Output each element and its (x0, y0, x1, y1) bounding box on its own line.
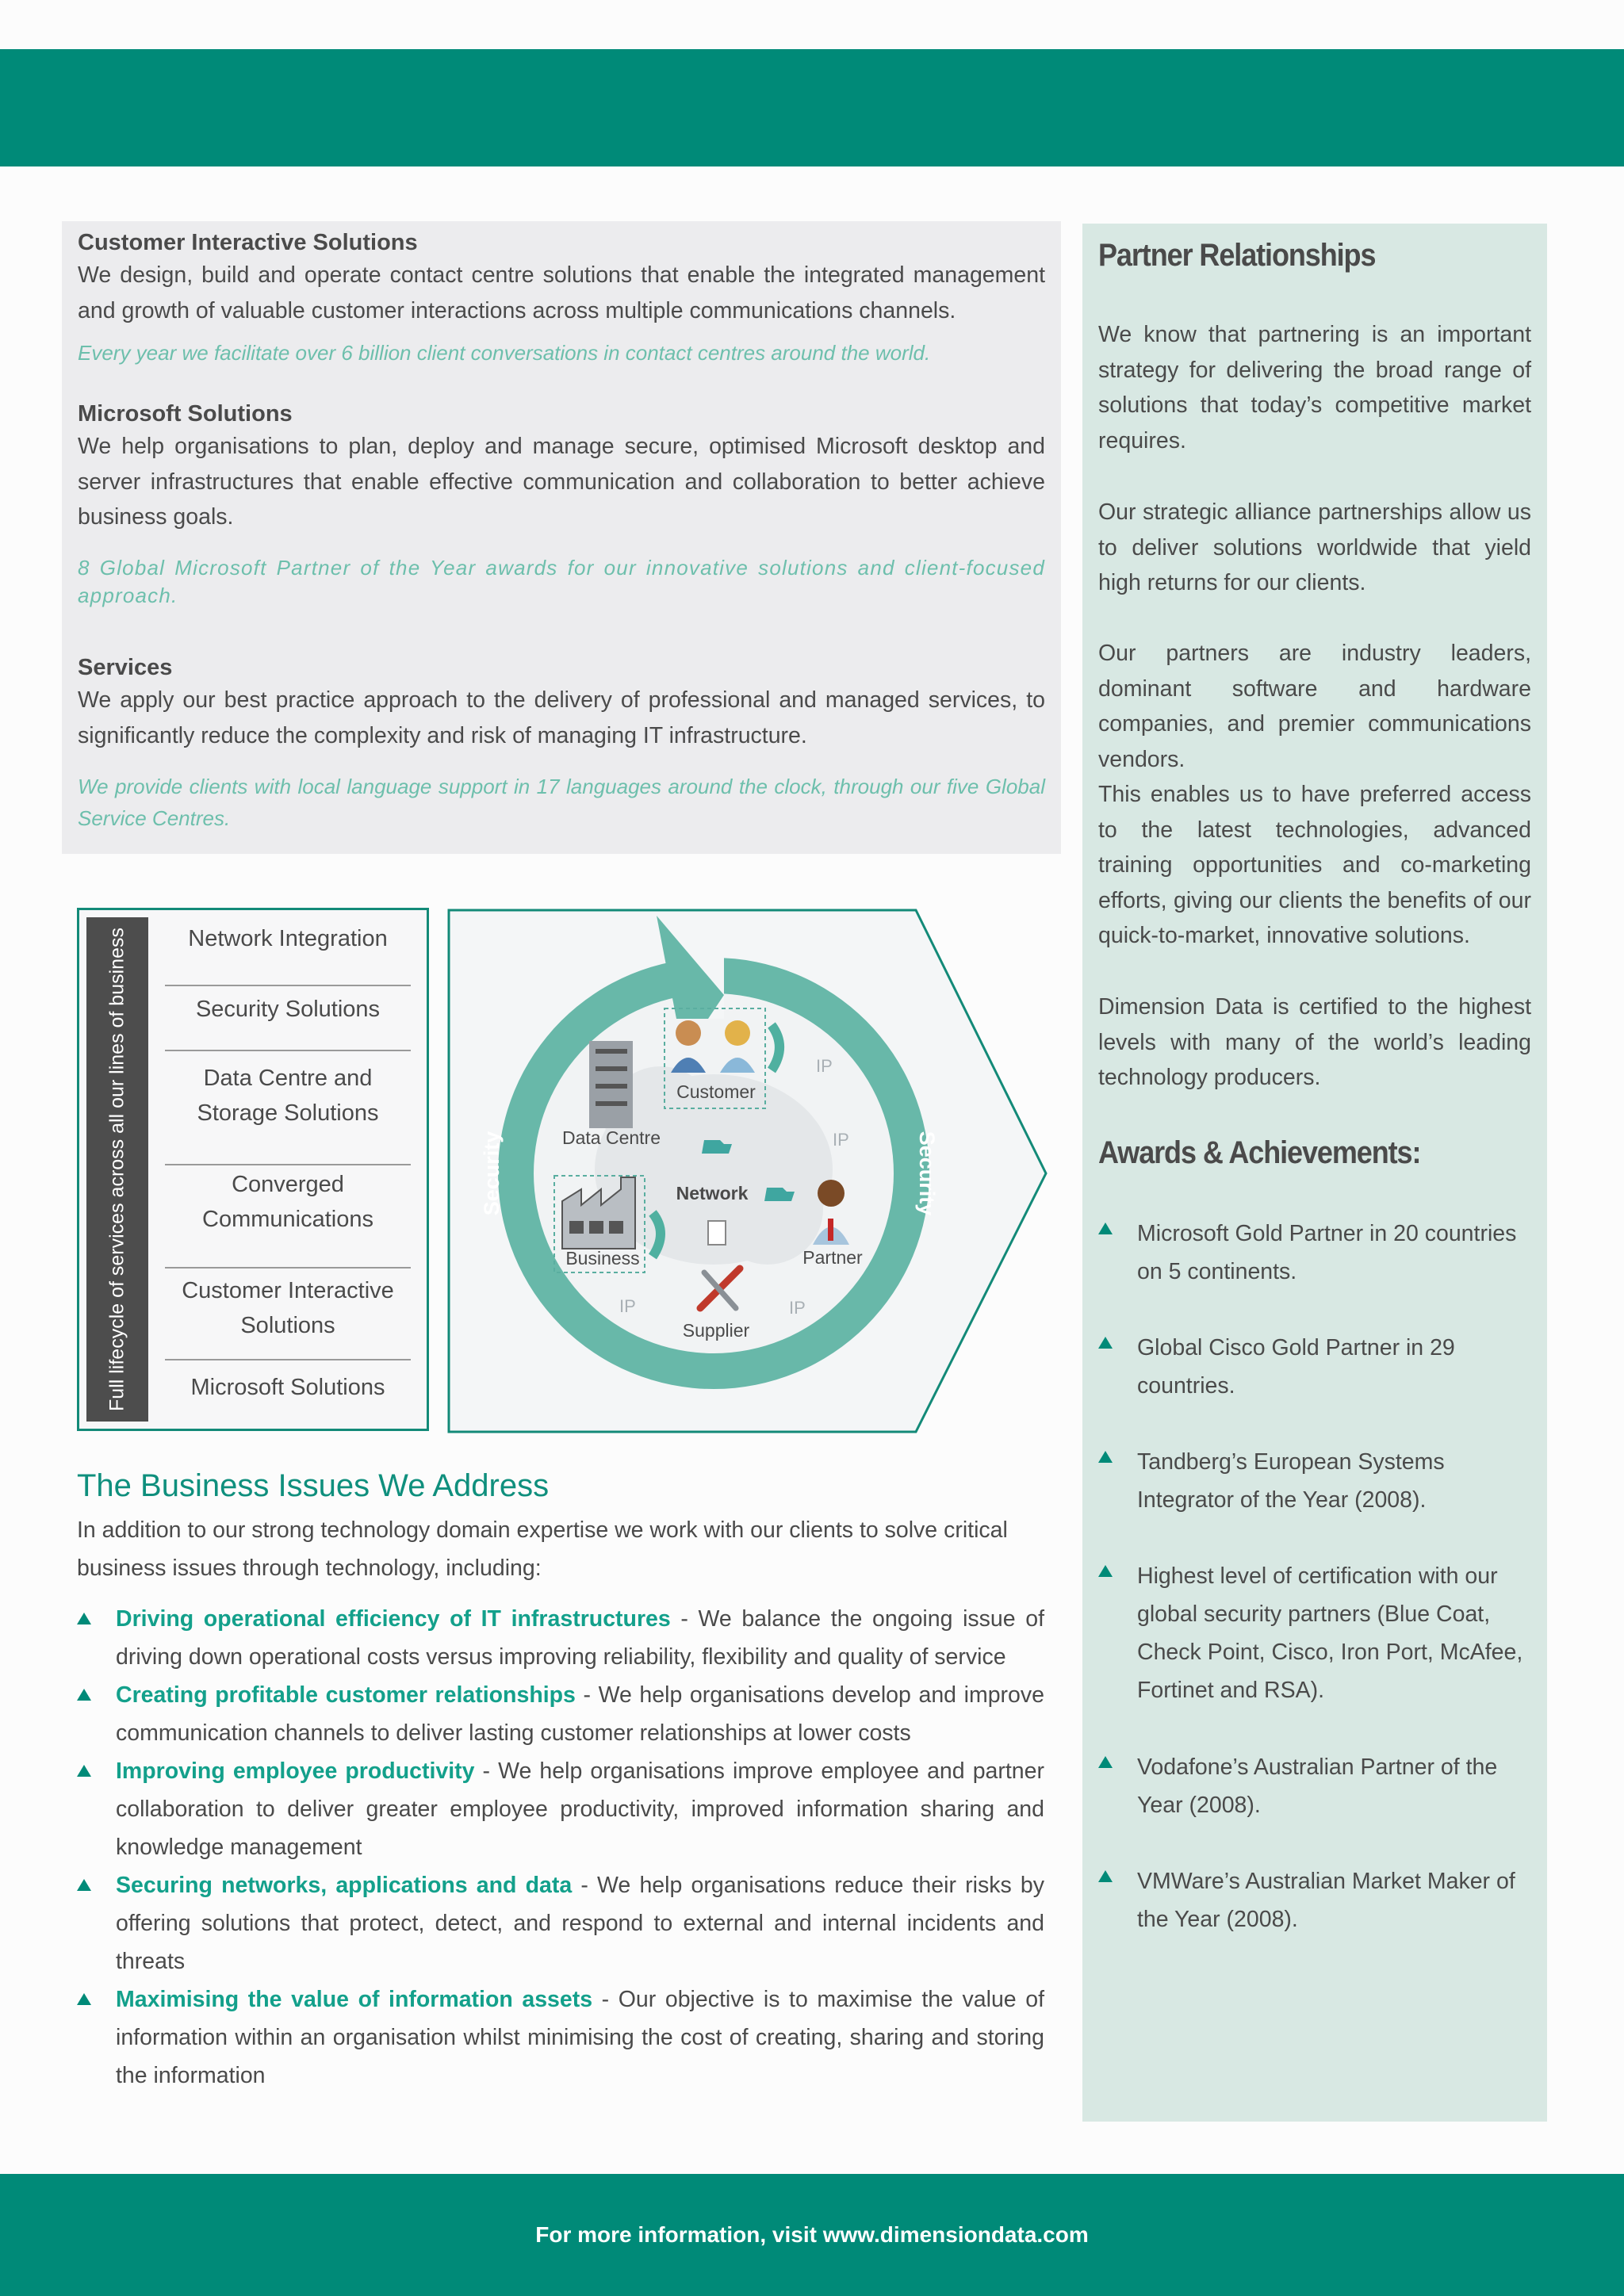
footer-band (0, 2174, 1624, 2296)
solution-title: Customer Interactive Solutions (78, 230, 418, 255)
partner-paragraph: Our strategic alliance partnerships allow us to deliver solutions worldwide that yield high returns for our clients. (1098, 499, 1531, 595)
solution-title: Microsoft Solutions (78, 401, 293, 427)
award-item (1098, 1443, 1531, 1519)
line-item-converged: Converged Communications (202, 1172, 373, 1232)
issue-lead: Securing networks, applications and data (116, 1873, 573, 1898)
solution-body: We design, build and operate contact centre solutions that enable the integrated management and growth of valuable customer interactions across multiple communications channels. (78, 262, 1045, 323)
award-text: Global Cisco Gold Partner in 29 countries. (1137, 1335, 1455, 1399)
server-icon (589, 1041, 633, 1128)
solution-body: We help organisations to plan, deploy and manage secure, optimised Microsoft desktop and server infrastructures that enable effective communication and collaboration to better achieve business goals. (78, 434, 1045, 530)
award-item (1098, 1748, 1531, 1824)
issue-lead: Driving operational efficiency of IT infrastructures (116, 1606, 671, 1632)
header-band (0, 49, 1624, 166)
bullet-triangle-icon (77, 1765, 91, 1777)
partner-paragraph: Dimension Data is certified to the highest levels with many of the world’s leading technology producers. (1098, 994, 1531, 1090)
award-text: Highest level of certification with our global security partners (Blue Coat, Check Point, Cisco, Iron Port, McAfee, Fortinet and RSA). (1137, 1563, 1523, 1703)
partner-title: Partner Relationships (1098, 238, 1376, 273)
ring-label-left: Security (480, 1131, 504, 1216)
bullet-triangle-icon (77, 1689, 91, 1701)
partner-paragraph: Our partners are industry leaders, dominant software and hardware companies, and premier communications vendors. (1098, 641, 1531, 772)
award-item (1098, 1862, 1531, 1938)
solution-title: Services (78, 655, 173, 680)
solution-highlight: 8 Global Microsoft Partner of the Year awards for our innovative solutions and client-focused approach. (78, 555, 1045, 607)
line-item-microsoft: Microsoft Solutions (190, 1375, 385, 1400)
issue-item (77, 1752, 1044, 1866)
bullet-triangle-icon (1098, 1870, 1113, 1882)
issue-text: - We help organisations develop and improve communication channels to deliver lasting customer relationships at lower costs (116, 1682, 1044, 1746)
line-item-customer-interactive: Customer Interactive Solutions (182, 1278, 394, 1338)
lifecycle-vertical-bar (86, 917, 148, 1422)
document-icon (708, 1221, 726, 1245)
lifecycle-vertical-label: Full lifecycle of services across all our lines of business (105, 928, 128, 1411)
issue-lead: Creating profitable customer relationships (116, 1682, 576, 1708)
line-separator (165, 985, 411, 986)
bullet-triangle-icon (77, 1879, 91, 1891)
partner-paragraph: We know that partnering is an important strategy for delivering the broad range of solutions that today’s competitive market requires. (1098, 322, 1531, 453)
issues-intro: In addition to our strong technology domain expertise we work with our clients to solve critical business issues through technology, including: (77, 1517, 1008, 1581)
line-item-datacentre: Data Centre and Storage Solutions (197, 1066, 379, 1126)
bullet-triangle-icon (1098, 1565, 1113, 1577)
line-separator (165, 1267, 411, 1269)
bullet-triangle-icon (1098, 1337, 1113, 1349)
network-diagram (446, 908, 1049, 1434)
bullet-triangle-icon (77, 1993, 91, 2005)
solution-body: We apply our best practice approach to the delivery of professional and managed services, to significantly reduce the complexity and risk of managing IT infrastructure. (78, 687, 1045, 748)
partner-panel (1082, 224, 1547, 2122)
lines-of-business-box (77, 908, 429, 1431)
issues-title: The Business Issues We Address (77, 1468, 550, 1503)
issue-item (77, 1676, 1044, 1752)
solution-highlight: Every year we facilitate over 6 billion client conversations in contact centres around the world. (78, 341, 931, 365)
solution-services (78, 652, 1045, 834)
node-business: Business (565, 1248, 640, 1269)
partner-paragraph: This enables us to have preferred access to the latest technologies, advanced training opportunities and co-marketing efforts, giving our clients the benefits of our quick-to-market, innovative solutions. (1098, 782, 1531, 948)
bullet-triangle-icon (1098, 1451, 1113, 1463)
award-text: VMWare’s Australian Market Maker of the Year (2008). (1137, 1869, 1515, 1932)
node-data-centre: Data Centre (561, 1127, 661, 1148)
award-item (1098, 1557, 1531, 1709)
ip-label: IP (816, 1056, 833, 1076)
node-customer: Customer (676, 1081, 756, 1102)
issue-lead: Maximising the value of information assets (116, 1987, 593, 2012)
award-text: Vodafone’s Australian Partner of the Year (2008). (1137, 1755, 1498, 1818)
line-separator (165, 1359, 411, 1360)
bullet-triangle-icon (1098, 1756, 1113, 1768)
node-supplier: Supplier (682, 1320, 750, 1341)
issue-text: - We balance the ongoing issue of driving down operational costs versus improving reliability, flexibility and quality of service (116, 1606, 1044, 1670)
footer-text: For more information, visit www.dimensiondata.com (535, 2222, 1089, 2247)
award-text: Tandberg’s European Systems Integrator of the Year (2008). (1137, 1449, 1445, 1513)
award-item (1098, 1215, 1531, 1291)
network-label: Network (676, 1183, 749, 1203)
solutions-panel (62, 221, 1061, 854)
issue-item (77, 1866, 1044, 1980)
issue-text: - We help organisations reduce their risks by offering solutions that protect, detect, and respond to external and internal incidents and threats (116, 1873, 1044, 1974)
issue-lead: Improving employee productivity (116, 1758, 475, 1784)
ip-label: IP (789, 1298, 806, 1318)
line-item-network: Network Integration (188, 926, 388, 951)
bullet-triangle-icon (77, 1613, 91, 1624)
award-item (1098, 1329, 1531, 1405)
awards-title: Awards & Achievements: (1098, 1135, 1421, 1170)
solution-highlight: We provide clients with local language support in 17 languages around the clock, through our five Global Service Centres. (78, 775, 1045, 830)
line-separator (165, 1050, 411, 1051)
node-partner: Partner (802, 1247, 863, 1268)
issue-item (77, 1600, 1044, 1676)
award-text: Microsoft Gold Partner in 20 countries on 5 continents. (1137, 1221, 1517, 1284)
line-item-security: Security Solutions (195, 997, 381, 1022)
issue-text: - Our objective is to maximise the value of information within an organisation whilst minimising the cost of creating, sharing and storing the information (116, 1987, 1044, 2088)
issue-text: - We help organisations improve employee and partner collaboration to deliver greater employee productivity, improved information sharing and knowledge management (116, 1758, 1044, 1860)
line-separator (165, 1164, 411, 1165)
issue-item (77, 1980, 1044, 2095)
solution-customer-interactive (78, 228, 1045, 367)
bullet-triangle-icon (1098, 1223, 1113, 1234)
ip-label: IP (619, 1296, 636, 1316)
ip-label: IP (833, 1130, 849, 1150)
ring-label-right: Security (915, 1131, 939, 1216)
solution-microsoft (78, 399, 1045, 610)
